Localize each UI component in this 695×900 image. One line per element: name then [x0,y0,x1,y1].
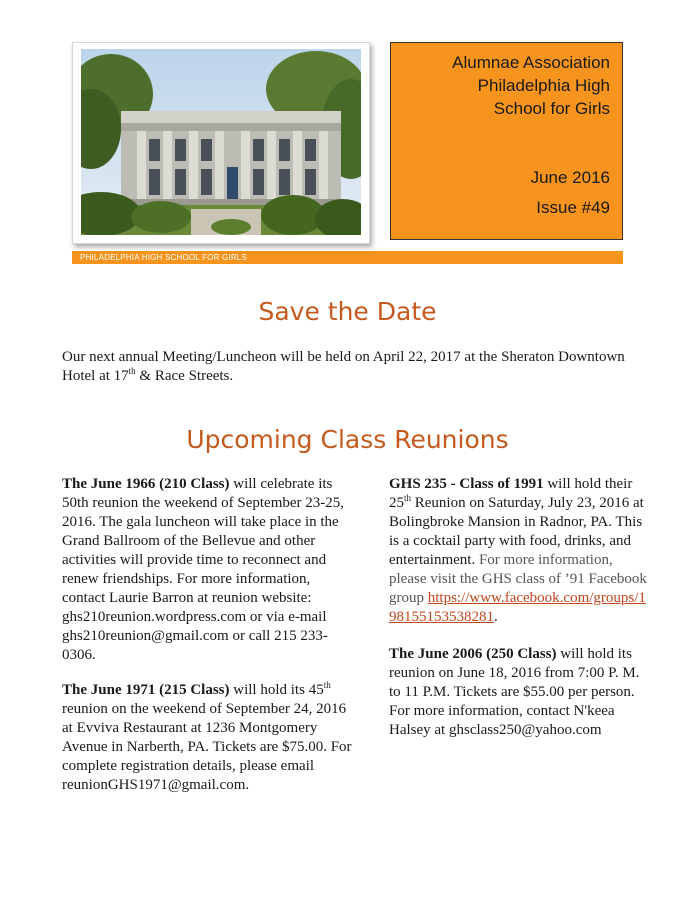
facebook-group-link[interactable]: https://www.facebook.com/groups/198155153538281 [389,590,646,625]
issue-number: Issue #49 [536,198,610,217]
reunion-1991-paragraph: GHS 235 - Class of 1991 will hold their 25th Reunion on Saturday, July 23, 2016 at Bolingbroke Mansion in Radnor, PA. This is a cocktail party with food, drinks, and entertainment. For more information, please visit the GHS class of ’91 Facebook group https://www.facebook.com/groups/198155153538281. [389,476,647,625]
association-name-line-1: Alumnae Association [452,53,610,72]
class-reunions-heading: Upcoming Class Reunions [186,425,509,454]
newsletter-header-box [390,42,623,240]
reunion-1966-paragraph: The June 1966 (210 Class) will celebrate its 50th reunion the weekend of September 23-25, 2016. The gala luncheon will take place in the Grand Ballroom of the Bellevue and other activities will provide time to reconnect and renew friendships. For more information, contact Laurie Barron at reunion website: ghs210reunion.wordpress.com or via e-mail ghs210reunion@gmail.com or call 215 233-0306. [62,476,345,663]
association-name [401,51,610,120]
association-name-line-2: Philadelphia High [477,76,610,95]
reunion-2006-paragraph: The June 2006 (250 Class) will hold its reunion on June 18, 2016 from 7:00 P. M. to 11 P.M. Tickets are $55.00 per person. For more information, contact N'keea Halsey at ghsclass250@yahoo.com [389,646,640,738]
school-building-photo [81,49,361,235]
reunions-right-column [389,475,653,758]
school-banner: PHILADELPHIA HIGH SCHOOL FOR GIRLS [72,251,623,264]
school-photo-frame [72,42,370,244]
save-the-date-heading: Save the Date [258,297,437,326]
issue-date: June 2016 [530,168,610,187]
reunion-1971-paragraph: The June 1971 (215 Class) will hold its 45th reunion on the weekend of September 24, 2016 at Evviva Restaurant at 1236 Montgomery Avenue in Narberth, PA. Tickets are $75.00. For complete registration details, please email reunionGHS1971@gmail.com. [62,680,352,793]
reunions-left-column [62,475,352,811]
association-name-line-3: School for Girls [493,99,610,118]
save-the-date-text: Our next annual Meeting/Luncheon will be held on April 22, 2017 at the Sheraton Downtown Hotel at 17th & Race Streets. [62,349,625,384]
